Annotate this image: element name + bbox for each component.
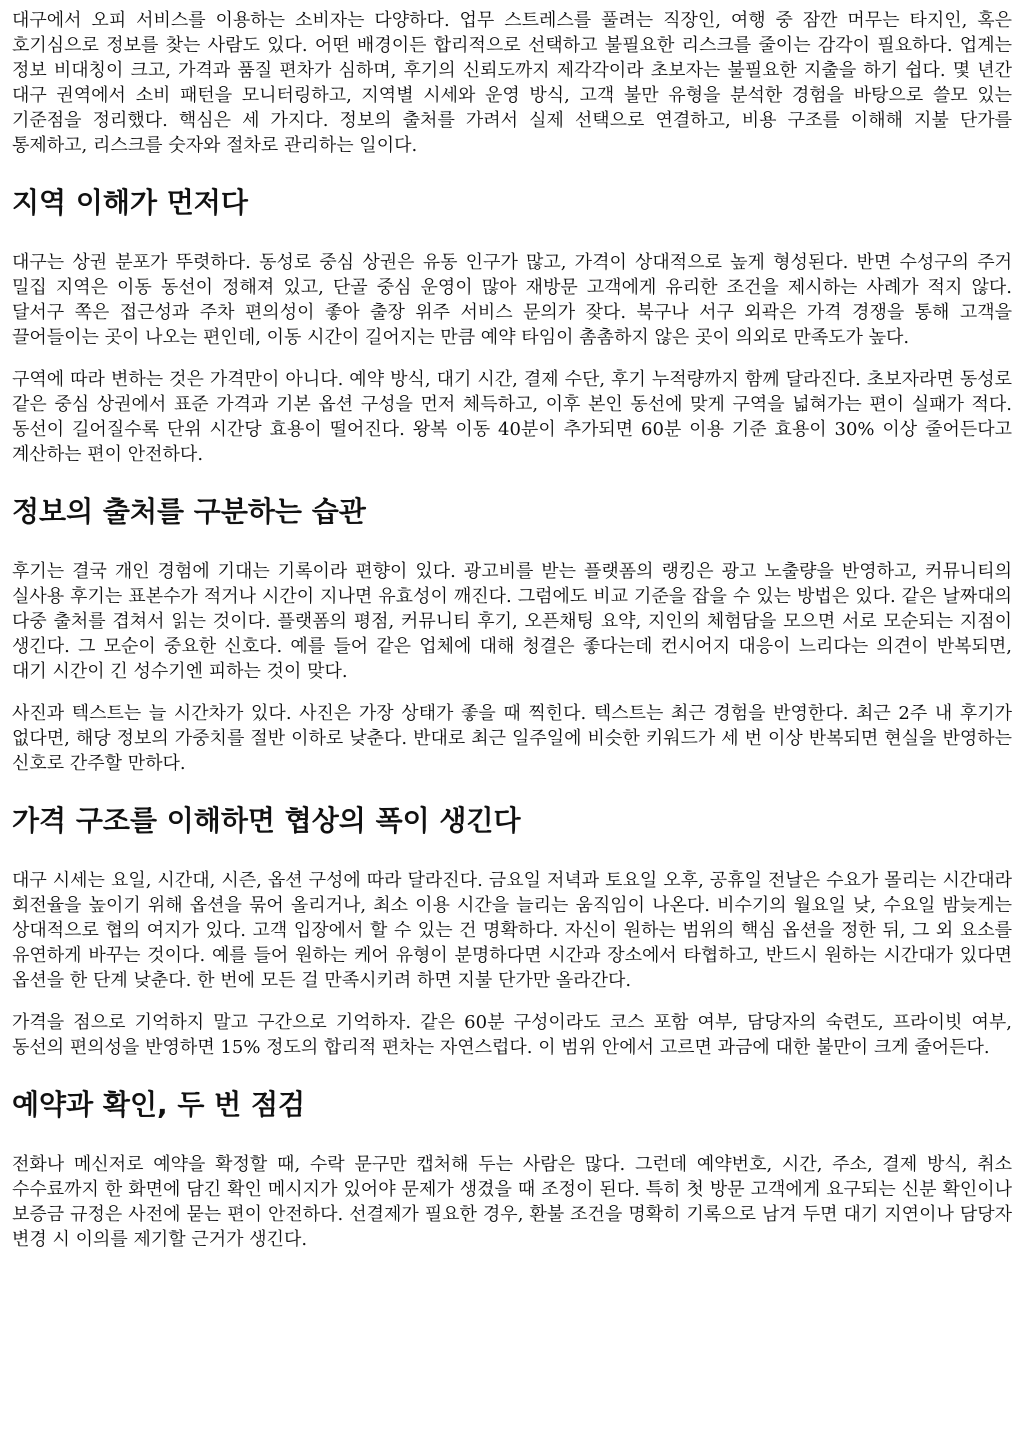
section-heading-sources: 정보의 출처를 구분하는 습관 — [12, 495, 366, 528]
section-paragraph: 가격을 점으로 기억하지 말고 구간으로 기억하자. 같은 60분 구성이라도 코스 포함 여부, 담당자의 숙련도, 프라이빗 여부, 동선의 편의성을 반영하면 15% 정도의 합리적 편차는 자연스럽다. 이 범위 안에서 고르면 과금에 대한 불만이 크게 줄어든다. — [12, 1012, 1012, 1058]
section-heading-booking: 예약과 확인, 두 번 점검 — [12, 1088, 306, 1121]
intro-paragraph: 대구에서 오피 서비스를 이용하는 소비자는 다양하다. 업무 스트레스를 풀려는 직장인, 여행 중 잠깐 머무는 타지인, 혹은 호기심으로 정보를 찾는 사람도 있다. 어떤 배경이든 합리적으로 선택하고 불필요한 리스크를 줄이는 감각이 필요하다. 업계는 정보 비대칭이 크고, 가격과 품질 편차가 심하며, 후기의 신뢰도까지 제각각이라 초보자는 불필요한 지출을 하기 쉽다. 몇 년간 대구 권역에서 소비 패턴을 모니터링하고, 지역별 시세와 운영 방식, 고객 불만 유형을 분석한 경험을 바탕으로 쓸모 있는 기준점을 정리했다. 핵심은 세 가지다. 정보의 출처를 가려서 실제 선택으로 연결하고, 비용 구조를 이해해 지불 단가를 통제하고, 리스크를 숫자와 절차로 관리하는 일이다. — [12, 10, 1012, 156]
section-paragraph: 전화나 메신저로 예약을 확정할 때, 수락 문구만 캡처해 두는 사람은 많다. 그런데 예약번호, 시간, 주소, 결제 방식, 취소 수수료까지 한 화면에 담긴 확인 메시지가 있어야 문제가 생겼을 때 조정이 된다. 특히 첫 방문 고객에게 요구되는 신분 확인이나 보증금 규정은 사전에 묻는 편이 안전하다. 선결제가 필요한 경우, 환불 조건을 명확히 기록으로 남겨 두면 대기 지연이나 담당자 변경 시 이의를 제기할 근거가 생긴다. — [12, 1154, 1012, 1250]
section-paragraph: 사진과 텍스트는 늘 시간차가 있다. 사진은 가장 상태가 좋을 때 찍힌다. 텍스트는 최근 경험을 반영한다. 최근 2주 내 후기가 없다면, 해당 정보의 가중치를 절반 이하로 낮춘다. 반대로 최근 일주일에 비슷한 키워드가 세 번 이상 반복되면 현실을 반영하는 신호로 간주할 만하다. — [12, 703, 1012, 774]
section-heading-region: 지역 이해가 먼저다 — [12, 186, 248, 219]
article — [0, 8, 1024, 1252]
section-paragraph: 대구 시세는 요일, 시간대, 시즌, 옵션 구성에 따라 달라진다. 금요일 저녁과 토요일 오후, 공휴일 전날은 수요가 몰리는 시간대라 회전율을 높이기 위해 옵션을 묶어 올리거나, 최소 이용 시간을 늘리는 움직임이 나온다. 비수기의 월요일 낮, 수요일 밤늦게는 상대적으로 협의 여지가 있다. 고객 입장에서 할 수 있는 건 명확하다. 자신이 원하는 범위의 핵심 옵션을 정한 뒤, 그 외 요소를 유연하게 바꾸는 것이다. 예를 들어 원하는 케어 유형이 분명하다면 시간과 장소에서 타협하고, 반드시 원하는 시간대가 있다면 옵션을 한 단계 낮춘다. 한 번에 모든 걸 만족시키려 하면 지불 단가만 올라간다. — [12, 870, 1012, 991]
section-paragraph: 구역에 따라 변하는 것은 가격만이 아니다. 예약 방식, 대기 시간, 결제 수단, 후기 누적량까지 함께 달라진다. 초보자라면 동성로 같은 중심 상권에서 표준 가격과 기본 옵션 구성을 먼저 체득하고, 이후 본인 동선에 맞게 구역을 넓혀가는 편이 실패가 적다. 동선이 길어질수록 단위 시간당 효용이 떨어진다. 왕복 이동 40분이 추가되면 60분 이용 기준 효용이 30% 이상 줄어든다고 계산하는 편이 안전하다. — [12, 369, 1012, 465]
section-paragraph: 후기는 결국 개인 경험에 기대는 기록이라 편향이 있다. 광고비를 받는 플랫폼의 랭킹은 광고 노출량을 반영하고, 커뮤니티의 실사용 후기는 표본수가 적거나 시간이 지나면 유효성이 깨진다. 그럼에도 비교 기준을 잡을 수 있는 방법은 있다. 같은 날짜대의 다중 출처를 겹쳐서 읽는 것이다. 플랫폼의 평점, 커뮤니티 후기, 오픈채팅 요약, 지인의 체험담을 모으면 서로 모순되는 지점이 생긴다. 그 모순이 중요한 신호다. 예를 들어 같은 업체에 대해 청결은 좋다는데 컨시어지 대응이 느리다는 의견이 반복되면, 대기 시간이 긴 성수기엔 피하는 것이 맞다. — [12, 561, 1012, 682]
section-paragraph: 대구는 상권 분포가 뚜렷하다. 동성로 중심 상권은 유동 인구가 많고, 가격이 상대적으로 높게 형성된다. 반면 수성구의 주거 밀집 지역은 이동 동선이 정해져 있고, 단골 중심 운영이 많아 재방문 고객에게 유리한 조건을 제시하는 사례가 적지 않다. 달서구 쪽은 접근성과 주차 편의성이 좋아 출장 위주 서비스 문의가 잦다. 북구나 서구 외곽은 가격 경쟁을 통해 고객을 끌어들이는 곳이 나오는 편인데, 이동 시간이 길어지는 만큼 예약 타임이 촘촘하지 않은 곳이 의외로 만족도가 높다. — [12, 252, 1012, 348]
section-heading-pricing: 가격 구조를 이해하면 협상의 폭이 생긴다 — [12, 804, 521, 837]
